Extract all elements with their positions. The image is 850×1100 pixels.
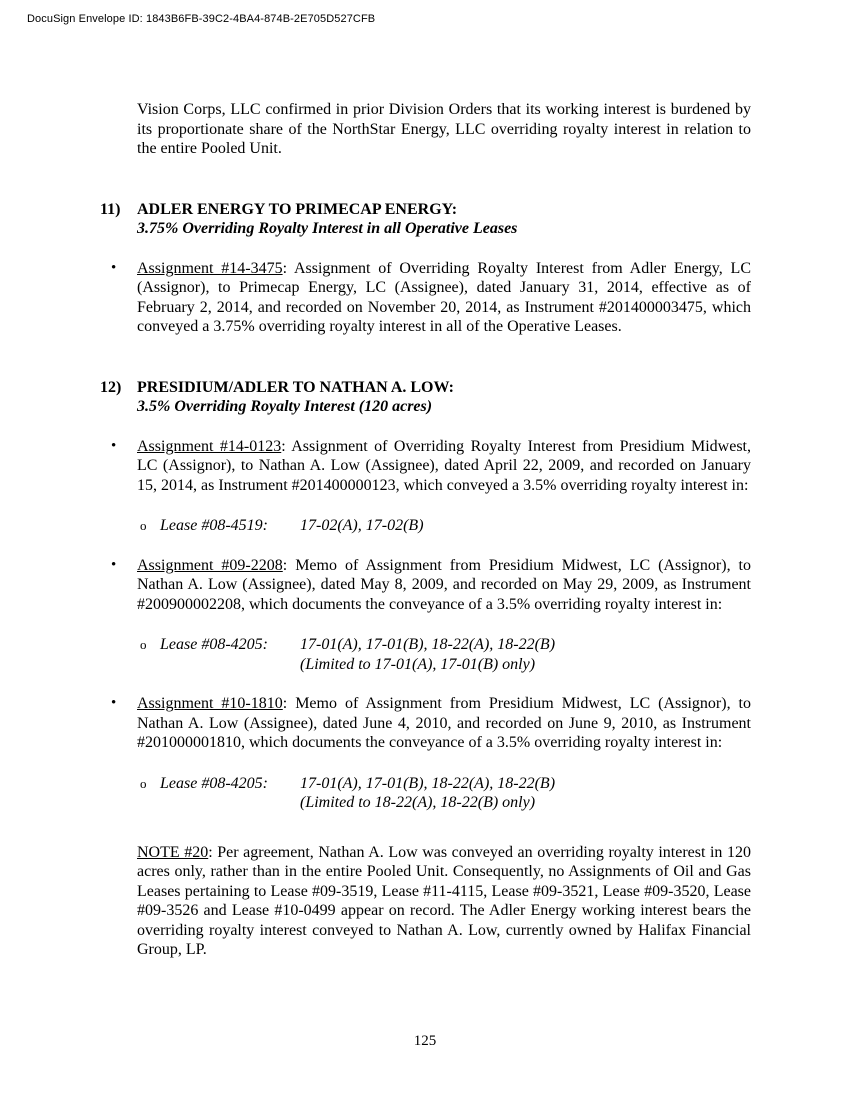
assignment-paragraph <box>137 556 751 615</box>
lease-value: 17-01(A), 17-01(B), 18-22(A), 18-22(B) <box>300 774 556 792</box>
assignment-label: Assignment #14-0123 <box>137 437 282 455</box>
lease-note: (Limited to 18-22(A), 18-22(B) only) <box>300 794 536 811</box>
lease-values <box>300 635 751 674</box>
assignment-label: Assignment #14-3475 <box>137 259 283 277</box>
assignment-label: Assignment #10-1810 <box>137 695 283 712</box>
docusign-envelope-id: DocuSign Envelope ID: 1843B6FB-39C2-4BA4-874B-2E705D527CFB <box>27 13 376 25</box>
assignment-paragraph <box>137 694 751 753</box>
assignment-bullet <box>100 437 751 496</box>
bullet-icon: • <box>111 695 117 711</box>
intro-paragraph: Vision Corps, LLC confirmed in prior Division Orders that its working interest is burdened by its proportionate share of the NorthStar Energy, LLC overriding royalty interest in relation to the entire Pooled Unit. <box>137 101 751 157</box>
section-titles <box>137 378 751 417</box>
assignment-label: Assignment #09-2208 <box>137 556 283 574</box>
bullet-icon: • <box>111 259 117 276</box>
assignment-paragraph <box>137 259 751 337</box>
lease-value: 17-01(A), 17-01(B), 18-22(A), 18-22(B) <box>300 636 556 653</box>
lease-label: Lease #08-4205: <box>160 636 268 653</box>
section-heading <box>100 378 751 417</box>
assignment-text: : Assignment of Overriding Royalty Interest from Adler Energy, LC (Assignor), to Primecap Energy, LC (Assignee), dated January 31, 2014, effective as of February 2, 2014, and recorded on November 20, 2014, as Instrument #201400003475, which conveyed a 3.75% overriding royalty interest in all of the Operative Leases. <box>137 259 751 335</box>
document-content <box>100 100 751 960</box>
note-label: NOTE #20 <box>137 843 209 861</box>
section-12 <box>100 378 751 960</box>
bullet-icon: • <box>111 556 117 573</box>
lease-values <box>300 516 751 536</box>
section-11 <box>100 200 751 337</box>
lease-value: 17-02(A), 17-02(B) <box>300 517 424 534</box>
section-titles <box>137 200 751 239</box>
sub-bullet-icon: o <box>140 775 147 791</box>
section-subtitle: 3.75% Overriding Royalty Interest in all Operative Leases <box>137 220 518 237</box>
assignment-bullet <box>100 259 751 337</box>
note-paragraph <box>137 843 751 960</box>
assignment-text: : Memo of Assignment from Presidium Midwest, LC (Assignor), to Nathan A. Low (Assignee), dated May 8, 2009, and recorded on May 29, 2009, as Instrument #200900002208, which documents the conveyance of a 3.5% overriding royalty interest in: <box>137 556 751 613</box>
assignment-paragraph <box>137 437 751 496</box>
lease-line <box>137 635 751 674</box>
assignment-text: : Memo of Assignment from Presidium Midwest, LC (Assignor), to Nathan A. Low (Assignee), dated June 4, 2010, and recorded on June 9, 2010, as Instrument #201000001810, which documents the conveyance of a 3.5% overriding royalty interest in: <box>137 695 751 751</box>
lease-line <box>137 516 751 536</box>
lease-values <box>300 774 751 813</box>
section-subtitle: 3.5% Overriding Royalty Interest (120 acres) <box>137 398 433 415</box>
section-heading <box>100 200 751 239</box>
sub-bullet-icon: o <box>140 518 147 533</box>
page-number: 125 <box>413 1033 437 1049</box>
section-number: 11) <box>100 200 121 218</box>
assignment-bullet <box>100 694 751 753</box>
assignment-text: : Assignment of Overriding Royalty Interest from Presidium Midwest, LC (Assignor), to Nathan A. Low (Assignee), dated April 22, 2009, and recorded on January 15, 2014, as Instrument #201400000123, which conveyed a 3.5% overriding royalty interest in: <box>137 437 752 494</box>
assignment-bullet <box>100 556 751 615</box>
section-title: PRESIDIUM/ADLER TO NATHAN A. LOW: <box>137 378 454 396</box>
lease-label: Lease #08-4205: <box>160 774 268 792</box>
section-title: ADLER ENERGY TO PRIMECAP ENERGY: <box>137 200 458 218</box>
section-number: 12) <box>100 378 122 396</box>
lease-line <box>137 774 751 813</box>
bullet-icon: • <box>111 437 117 454</box>
lease-note: (Limited to 17-01(A), 17-01(B) only) <box>300 655 536 673</box>
note-text: : Per agreement, Nathan A. Low was conveyed an overriding royalty interest in 120 acres only, rather than in the entire Pooled Unit. Consequently, no Assignments of Oil and Gas Leases pertaining to Lease #09-3519, Lease #11-4115, Lease #09-3521, Lease #09-3520, Lease #09-3526 and Lease #10-0499 appear on record. The Adler Energy working interest bears the overriding royalty interest conveyed to Nathan A. Low, currently owned by Halifax Financial Group, LP. <box>137 843 752 958</box>
sub-bullet-icon: o <box>140 637 147 652</box>
lease-label: Lease #08-4519: <box>160 517 268 534</box>
